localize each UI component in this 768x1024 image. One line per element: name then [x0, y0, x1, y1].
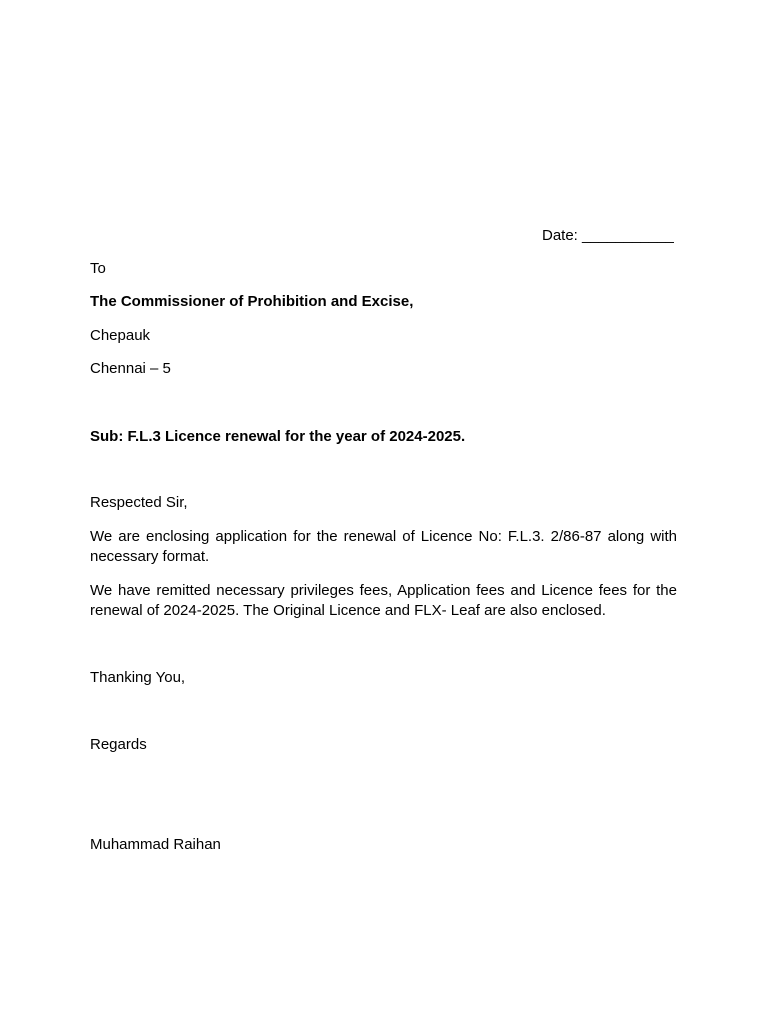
date-field: Date: ___________ — [542, 227, 674, 244]
recipient-title: The Commissioner of Prohibition and Excise, — [90, 293, 414, 310]
subject-line: Sub: F.L.3 Licence renewal for the year of 2024-2025. — [90, 428, 466, 445]
signatory-name: Muhammad Raihan — [90, 836, 221, 853]
address-line-1: Chepauk — [90, 327, 151, 344]
closing-regards: Regards — [90, 736, 147, 753]
address-line-2: Chennai – 5 — [90, 360, 171, 377]
body-paragraph-2: We have remitted necessary privileges fees, Application fees and Licence fees for the renewal of 2024-2025. The Original Licence and FLX- Leaf are also enclosed. — [90, 582, 677, 619]
to-label: To — [90, 260, 106, 277]
closing-thanks: Thanking You, — [90, 669, 186, 686]
body-paragraph-1: We are enclosing application for the renewal of Licence No: F.L.3. 2/86-87 along with necessary format. — [90, 528, 677, 565]
salutation: Respected Sir, — [90, 494, 188, 511]
